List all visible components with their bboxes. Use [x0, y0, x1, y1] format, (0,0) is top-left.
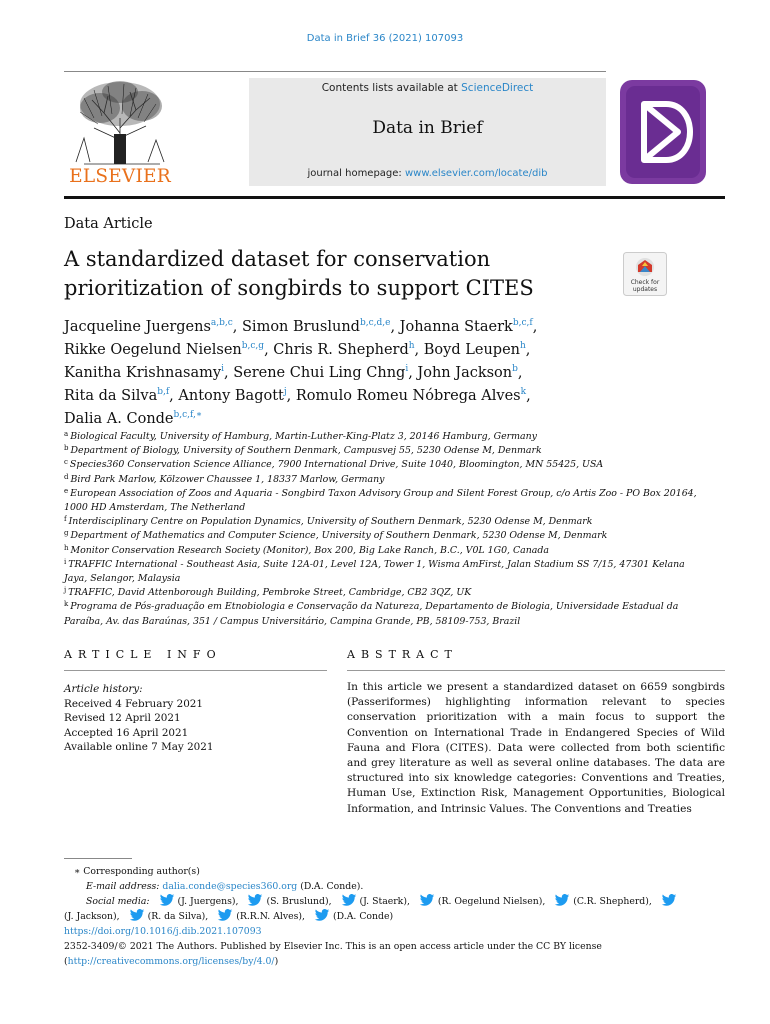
- twitter-icon[interactable]: [554, 894, 570, 906]
- footnote-rule: [64, 858, 132, 859]
- twitter-icon[interactable]: [661, 894, 677, 906]
- homepage-prefix: journal homepage:: [307, 168, 405, 179]
- social-handle: (R.R.N. Alves),: [236, 911, 306, 922]
- author-affiliation-marks[interactable]: b,c,g: [241, 341, 265, 351]
- social-media-line: [64, 894, 725, 909]
- affiliation-text: Monitor Conservation Research Society (Monitor), Box 200, Big Lake Ranch, B.C., V0L 1G0, Canada: [70, 544, 549, 556]
- journal-homepage-link[interactable]: www.elsevier.com/locate/dib: [404, 168, 548, 179]
- article-type: Data Article: [64, 216, 153, 232]
- twitter-icon[interactable]: [419, 894, 435, 906]
- email-suffix: (D.A. Conde).: [297, 881, 364, 892]
- social-handle: (J. Staerk),: [359, 896, 410, 907]
- social-handle: (R. da Silva),: [147, 911, 209, 922]
- abstract-text: In this article we present a standardized dataset on 6659 songbirds (Passeriformes) highlighting information relevant to species conservation prioritization with a main focus to support the Convention on International Trade in Endangered Species of Wild Fauna and Flora (CITES). Data were collected from both scientific and grey literature as well as several online databases. The data are structured into six knowledge categories: Conventions and Treaties, Human Use, Extinction Risk, Management Opportunities, Biological Information, and Intrinsic Values. The Conventions and Treaties: [347, 681, 725, 815]
- social-handle: (C.R. Shepherd),: [573, 896, 652, 907]
- author-name[interactable]: Antony Bagott: [178, 388, 284, 404]
- data-in-brief-cover-icon: [620, 80, 706, 184]
- affiliation-item: [64, 586, 704, 600]
- social-handle: (R. Oegelund Nielsen),: [437, 896, 546, 907]
- affiliation-item: [64, 444, 704, 458]
- elsevier-tree-logo: [64, 78, 176, 166]
- author-name[interactable]: Serene Chui Ling Chng: [233, 365, 406, 381]
- online-date: Available online 7 May 2021: [64, 741, 214, 753]
- affiliation-item: [64, 487, 704, 515]
- article-history: [64, 682, 324, 755]
- author-affiliation-marks[interactable]: a,b,c: [210, 318, 233, 328]
- affiliation-text: Species360 Conservation Science Alliance, 7900 International Drive, Suite 1040, Bloomington, MN 55425, USA: [69, 459, 604, 471]
- affiliation-key: c: [64, 458, 68, 467]
- social-media-label: Social media:: [86, 896, 150, 907]
- email-link[interactable]: dalia.conde@species360.org: [162, 881, 298, 892]
- author-separator: ,: [169, 388, 179, 404]
- affiliation-key: f: [64, 515, 67, 524]
- affiliation-key: a: [64, 430, 69, 438]
- author-name[interactable]: Johanna Staerk: [399, 319, 513, 335]
- author-affiliation-marks[interactable]: k: [520, 387, 527, 397]
- affiliation-text: Department of Mathematics and Computer Science, University of Southern Denmark, 5230 Odense M, Denmark: [70, 530, 608, 542]
- received-date: Received 4 February 2021: [64, 697, 204, 710]
- author-line-3: [64, 362, 684, 385]
- corresponding-author-note: ∗ Corresponding author(s): [74, 866, 200, 877]
- author-separator: ,: [232, 319, 242, 335]
- author-name[interactable]: Dalia A. Conde: [64, 411, 174, 427]
- affiliation-item: [64, 600, 704, 628]
- license-statement: 2352-3409/© 2021 The Authors. Published by Elsevier Inc. This is an open access article under the CC BY license: [64, 941, 602, 952]
- author-list: [64, 316, 684, 431]
- author-separator: ,: [223, 365, 234, 381]
- article-info-rule: [64, 670, 327, 671]
- email-line: [64, 879, 725, 894]
- affiliation-key: h: [64, 543, 69, 552]
- author-name[interactable]: Rikke Oegelund Nielsen: [64, 342, 242, 358]
- author-affiliation-marks[interactable]: b,c,f: [512, 318, 533, 328]
- author-line-2: [64, 339, 684, 362]
- affiliation-key: j: [64, 586, 67, 595]
- affiliation-item: [64, 529, 704, 543]
- crossmark-label-1: Check for: [630, 279, 660, 286]
- twitter-icon[interactable]: [129, 909, 145, 921]
- author-name[interactable]: Boyd Leupen: [423, 342, 520, 358]
- affiliation-text: Programa de Pós-graduação em Etnobiologia e Conservação da Natureza, Departamento de Biologia, Universidade Estadual da Paraíba, Av. das Baraúnas, 351 / Campus Universitário, Campina Grande, PB, 58109-753, Brazil: [64, 601, 679, 627]
- affiliation-item: [64, 515, 704, 529]
- affiliation-key: d: [64, 472, 69, 481]
- affiliation-text: Department of Biology, University of Southern Denmark, Campusvej 55, 5230 Odense M, Denmark: [70, 445, 542, 457]
- article-history-label: Article history:: [64, 683, 143, 695]
- contents-availability-line: [249, 82, 606, 94]
- twitter-icon[interactable]: [314, 909, 330, 921]
- affiliation-key: k: [64, 600, 69, 609]
- twitter-icon[interactable]: [341, 894, 357, 906]
- affiliation-text: Biological Faculty, University of Hamburg, Martin-Luther-King-Platz 3, 20146 Hamburg, Germany: [70, 431, 537, 442]
- affiliation-text: European Association of Zoos and Aquaria - Songbird Taxon Advisory Group and Silent Forest Group, c/o Artis Zoo - PO Box 20164, 1000 HD Amsterdam, The Netherland: [64, 487, 697, 514]
- author-separator: ,: [525, 342, 531, 358]
- email-label: E-mail address:: [86, 881, 160, 892]
- abstract-rule: [347, 670, 725, 671]
- accepted-date: Accepted 16 April 2021: [64, 726, 189, 739]
- article-info-heading: ARTICLE INFO: [64, 648, 222, 661]
- affiliation-item: [64, 473, 704, 487]
- license-url-line: [64, 954, 725, 969]
- author-separator: ,: [526, 388, 531, 404]
- license-url-open: (: [64, 956, 68, 967]
- author-separator: ,: [532, 319, 538, 335]
- crossmark-label-2: updates: [632, 286, 658, 293]
- journal-title: Data in Brief: [372, 118, 483, 138]
- author-separator: ,: [414, 342, 424, 358]
- journal-homepage-line: [249, 168, 606, 179]
- author-line-4: [64, 385, 684, 408]
- article-title: [64, 245, 584, 303]
- author-name[interactable]: John Jackson: [417, 365, 513, 381]
- journal-citation[interactable]: Data in Brief 36 (2021) 107093: [306, 33, 464, 44]
- affiliation-text: Bird Park Marlow, Kölzower Chaussee 1, 18337 Marlow, Germany: [70, 473, 385, 485]
- elsevier-wordmark: ELSEVIER: [69, 166, 171, 187]
- author-name[interactable]: Romulo Romeu Nóbrega Alves: [295, 388, 521, 404]
- license-url-close: ): [274, 956, 279, 967]
- author-affiliation-marks[interactable]: b,c,d,e: [359, 318, 391, 328]
- author-name[interactable]: Simon Bruslund: [242, 319, 360, 335]
- revised-date: Revised 12 April 2021: [64, 712, 181, 724]
- social-handle: (S. Bruslund),: [266, 896, 332, 907]
- affiliation-key: g: [64, 529, 69, 538]
- affiliation-item: [64, 558, 704, 586]
- affiliation-text: TRAFFIC, David Attenborough Building, Pembroke Street, Cambridge, CB2 3QZ, UK: [68, 587, 472, 599]
- article-title-line-1: A standardized dataset for conservation: [64, 247, 491, 271]
- author-affiliation-marks[interactable]: i: [405, 364, 409, 374]
- social-media-line-2: [64, 909, 725, 924]
- sciencedirect-link[interactable]: ScienceDirect: [461, 82, 534, 94]
- author-affiliation-marks[interactable]: j: [283, 387, 287, 397]
- affiliation-text: TRAFFIC International - Southeast Asia, Suite 12A-01, Level 12A, Tower 1, Wisma AmFirst, Jalan Stadium SS 7/15, 47301 Kelana Jaya, Selangor, Malaysia: [64, 558, 685, 585]
- masthead-bottom-rule: [64, 196, 725, 199]
- affiliation-key: b: [64, 444, 69, 453]
- affiliation-key: e: [64, 486, 69, 495]
- twitter-icon[interactable]: [217, 909, 233, 921]
- footnotes: [64, 864, 725, 969]
- masthead-top-rule: [64, 71, 606, 72]
- author-name[interactable]: Kanitha Krishnasamy: [64, 365, 222, 381]
- author-name[interactable]: Chris R. Shepherd: [273, 342, 409, 358]
- affiliation-item: [64, 430, 704, 444]
- author-name[interactable]: Jacqueline Juergens: [64, 319, 211, 335]
- author-line-1: [64, 316, 684, 339]
- social-handle: (J. Jackson),: [64, 911, 120, 922]
- contents-prefix: Contents lists available at: [321, 82, 462, 94]
- author-line-5: [64, 408, 684, 431]
- license-link[interactable]: http://creativecommons.org/licenses/by/4.0/: [67, 956, 275, 967]
- author-affiliation-marks[interactable]: b,c,f,∗: [173, 410, 203, 420]
- social-handle: (J. Juergens),: [177, 896, 239, 907]
- author-separator: ,: [264, 342, 274, 358]
- author-affiliation-marks[interactable]: b: [512, 364, 518, 374]
- affiliation-item: [64, 544, 704, 558]
- author-name[interactable]: Rita da Silva: [64, 388, 158, 404]
- affiliation-item: [64, 458, 704, 472]
- affiliation-text: Interdisciplinary Centre on Population Dynamics, University of Southern Denmark, 5230 Odense M, Denmark: [68, 516, 593, 528]
- author-separator: ,: [517, 365, 523, 381]
- social-handle: (D.A. Conde): [332, 911, 394, 922]
- author-separator: ,: [390, 319, 400, 335]
- twitter-icon[interactable]: [159, 894, 175, 906]
- twitter-icon[interactable]: [247, 894, 263, 906]
- author-separator: ,: [408, 365, 418, 381]
- author-affiliation-marks[interactable]: h: [408, 341, 415, 351]
- author-affiliation-marks[interactable]: h: [519, 341, 526, 351]
- abstract-heading: ABSTRACT: [347, 648, 458, 661]
- check-for-updates-badge[interactable]: [623, 252, 667, 296]
- affiliation-list: [64, 430, 704, 629]
- author-affiliation-marks[interactable]: b,f: [157, 387, 170, 397]
- author-affiliation-marks[interactable]: i: [221, 364, 224, 374]
- article-title-line-2: prioritization of songbirds to support CITES: [64, 276, 534, 300]
- author-separator: ,: [286, 388, 296, 404]
- doi-link[interactable]: https://doi.org/10.1016/j.dib.2021.107093: [64, 926, 262, 937]
- affiliation-key: i: [64, 557, 67, 566]
